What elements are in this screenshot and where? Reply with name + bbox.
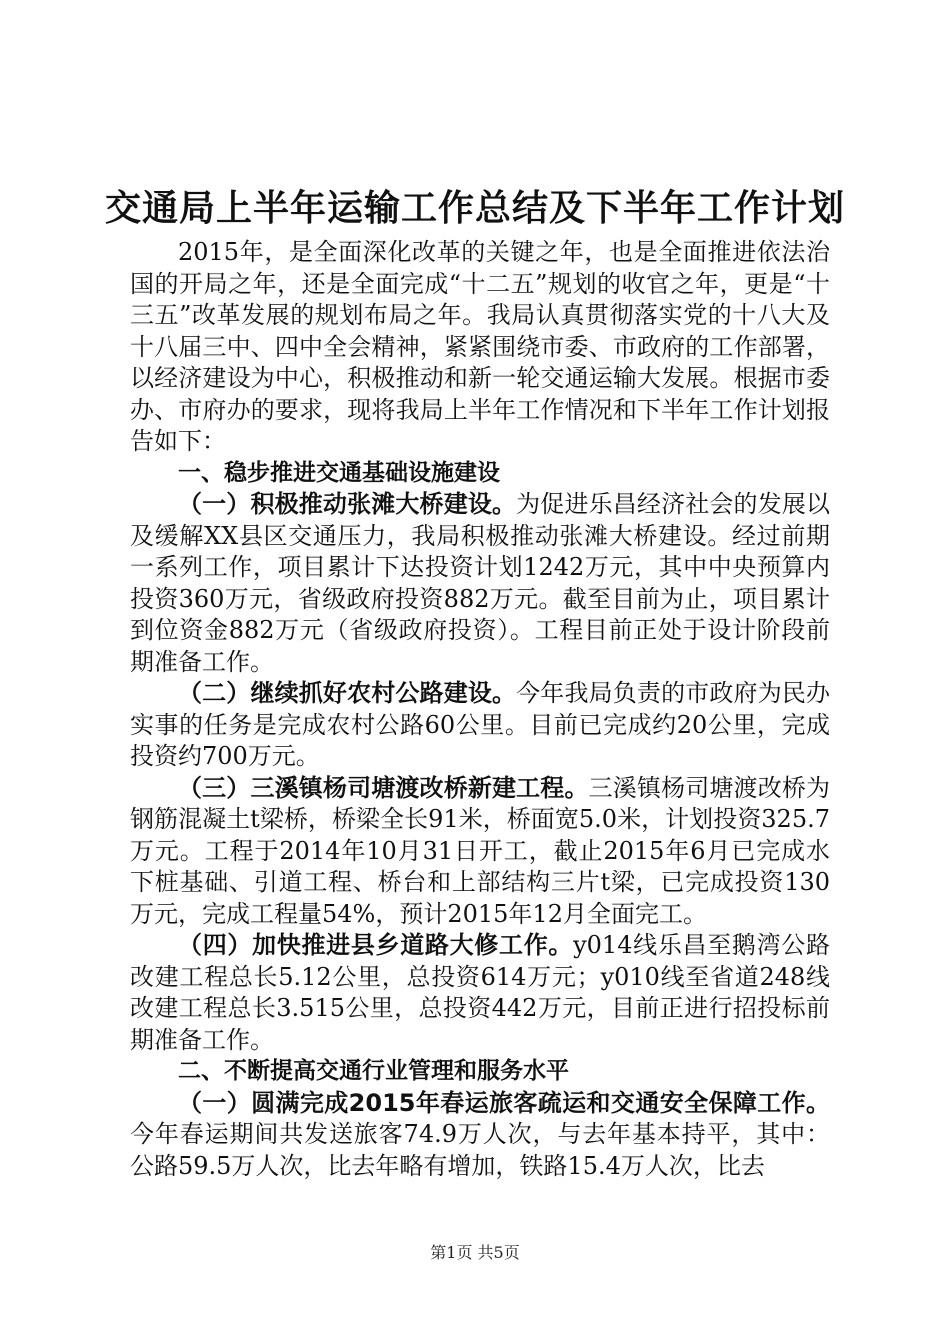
- section-heading-1: 一、稳步推进交通基础设施建设: [178, 459, 500, 486]
- item-text: 今年我局负责的市政府为民办实事的任务是完成农村公路60公里。目前已完成约20公里，完成投资约700万元。: [130, 679, 831, 770]
- intro-paragraph: 2015年，是全面深化改革的关键之年，也是全面推进依法治国的开局之年，还是全面完成“十二五”规划的收官之年，更是“十三五”改革发展的规划布局之年。我局认真贯彻落实党的十八大及十八届三中、四中全会精神，紧紧围绕市委、市政府的工作部署，以经济建设为中心，积极推动和新一轮交通运输大发展。根据市委办、市府办的要求，现将我局上半年工作情况和下半年工作计划报告如下：: [130, 238, 830, 455]
- item-lead: （一）积极推动张滩大桥建设。: [178, 490, 517, 518]
- item-text: y014线乐昌至鹅湾公路改建工程总长5.12公里，总投资614万元；y010线至省道248线改建工程总长3.515公里，总投资442万元，目前正进行招投标前期准备工作。: [130, 931, 831, 1054]
- item-text: 为促进乐昌经济社会的发展以及缓解XX县区交通压力，我局积极推动张滩大桥建设。经过前期一系列工作，项目累计下达投资计划1242万元，其中中央预算内投资360万元，省级政府投资882万元。截至目前为止，项目累计到位资金882万元（省级政府投资）。工程目前正处于设计阶段前期准备工作。: [130, 490, 831, 676]
- item-lead: （二）继续抓好农村公路建设。: [178, 679, 517, 707]
- document-body: [130, 237, 830, 1182]
- item-text: 三溪镇杨司塘渡改桥为钢筋混凝土t梁桥，桥梁全长91米，桥面宽5.0米，计划投资325.7万元。工程于2014年10月31日开工，截止2015年6月已完成水下桩基础、引道工程、桥台和上部结构三片t梁，已完成投资130万元，完成工程量54%，预计2015年12月全面完工。: [130, 773, 831, 928]
- section-heading-2: 二、不断提高交通行业管理和服务水平: [178, 1058, 569, 1084]
- page-footer: 第1页 共5页: [430, 1243, 520, 1262]
- item-lead: （一）圆满完成2015年春运旅客疏运和交通安全保障工作。: [178, 1088, 830, 1117]
- item-lead: （三）三溪镇杨司塘渡改桥新建工程。: [178, 773, 589, 802]
- item-text: 今年春运期间共发送旅客74.9万人次，与去年基本持平，其中：公路59.5万人次，比去年略有增加，铁路15.4万人次，比去: [130, 1120, 830, 1180]
- section1-item-4: [130, 930, 830, 1056]
- section1-item-3: [130, 773, 830, 931]
- section1-item-1: [130, 489, 830, 678]
- document-title: 交通局上半年运输工作总结及下半年工作计划: [104, 187, 845, 229]
- section1-item-2: [130, 678, 830, 773]
- section2-item-1: [130, 1088, 830, 1183]
- item-lead: （四）加快推进县乡道路大修工作。: [178, 931, 574, 959]
